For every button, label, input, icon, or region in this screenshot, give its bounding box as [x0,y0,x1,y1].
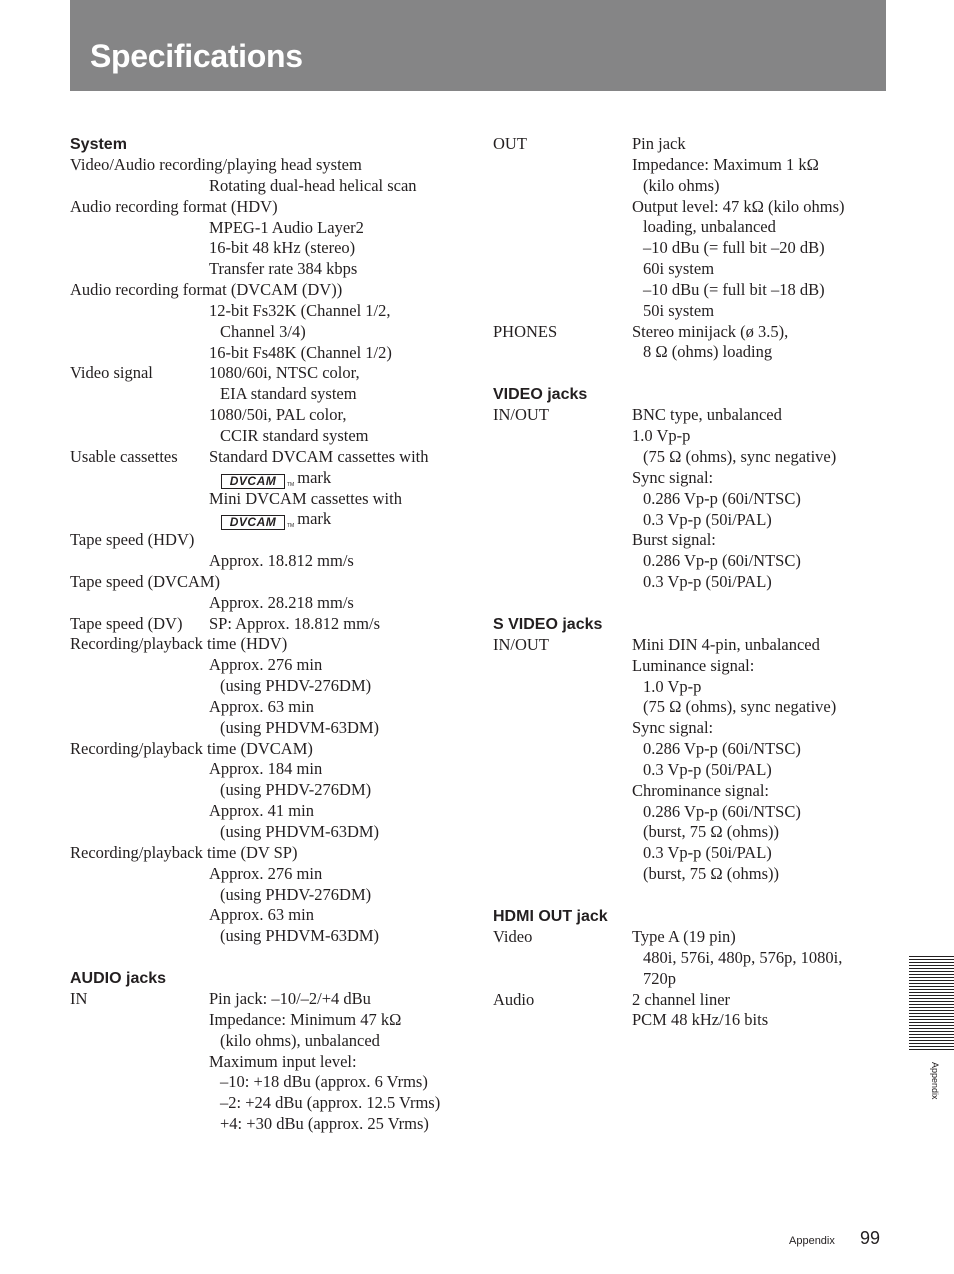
spec-label: Audio recording format (HDV) [70,196,278,216]
spec-row-tape-dvcam [70,572,470,593]
footer-section: Appendix [789,1235,835,1247]
spec-value: 12-bit Fs32K (Channel 1/2, [209,300,391,320]
spec-value: Pin jack [632,134,686,153]
spec-value: 1.0 Vp-p [643,676,702,696]
spec-value: (kilo ohms), unbalanced [220,1030,380,1050]
spec-row-svideo-inout [493,635,873,656]
spec-value: (75 Ω (ohms), sync negative) [643,446,837,466]
spec-value: Pin jack: –10/–2/+4 dBu [209,989,371,1009]
spec-value: (using PHDVM-63DM) [220,717,380,737]
spec-row-rec-dvcam [70,739,470,760]
spec-value: SP: Approx. 18.812 mm/s [209,613,380,633]
left-column [70,134,470,1135]
spec-value: 1080/60i, NTSC color, [209,363,360,383]
spec-value: (burst, 75 Ω (ohms)) [643,864,779,884]
spec-value: Approx. 276 min [209,863,323,883]
trademark-mark: TM [287,523,295,530]
spec-row-audio-in [70,989,470,1010]
spec-value: (using PHDVM-63DM) [220,822,380,841]
spec-value: (using PHDV-276DM) [220,676,372,696]
spec-value: EIA standard system [220,384,357,404]
spec-row-rec-dvsp [70,843,470,864]
spec-label: Tape speed (DV) [70,613,183,633]
spec-value: Sync signal: [632,718,714,738]
spec-value: Impedance: Minimum 47 kΩ [209,1009,402,1029]
right-column [493,134,873,1031]
spec-value: CCIR standard system [220,425,369,445]
spec-row-head-system [70,155,470,176]
spec-label: IN/OUT [493,405,549,425]
spec-value: Chrominance signal: [632,780,770,800]
section-tab-label: Appendix [930,1062,940,1100]
title-banner [70,0,886,91]
trademark-mark: TM [287,481,295,488]
spec-value: Approx. 184 min [209,759,323,779]
mark-text: mark [297,509,332,529]
spec-row-video-inout [493,405,873,426]
spec-row-hdmi-audio [493,990,873,1011]
spec-value: (75 Ω (ohms), sync negative) [643,697,837,717]
spec-label: Video/Audio recording/playing head system [70,155,362,174]
spec-label: Recording/playback time (HDV) [70,634,288,654]
spec-value: –2: +24 dBu (approx. 12.5 Vrms) [220,1093,441,1113]
spec-row-audio-hdv [70,197,470,218]
spec-value: Impedance: Maximum 1 kΩ [632,154,819,174]
spec-label: Audio [493,989,535,1009]
spec-label: Recording/playback time (DV SP) [70,842,298,862]
spec-label: Recording/playback time (DVCAM) [70,738,313,758]
spec-value: 16-bit 48 kHz (stereo) [209,238,356,258]
spec-value: 0.3 Vp-p (50i/PAL) [643,759,772,779]
spec-value: Maximum input level: [209,1051,357,1071]
spec-value: MPEG-1 Audio Layer2 [209,217,364,237]
spec-row-hdmi-video [493,927,873,948]
spec-value: 2 channel liner [632,989,731,1009]
mark-text: mark [297,467,332,487]
spec-row-rec-hdv [70,634,470,655]
spec-value: 0.286 Vp-p (60i/NTSC) [643,551,801,571]
section-heading-video-jacks: VIDEO jacks [493,386,588,404]
spec-value: Channel 3/4) [220,321,306,341]
spec-value: 480i, 576i, 480p, 576p, 1080i, [643,947,843,967]
spec-value: Approx. 63 min [209,905,314,925]
spec-value: 1080/50i, PAL color, [209,405,347,425]
section-heading-audio-jacks: AUDIO jacks [70,970,167,988]
spec-value: Luminance signal: [632,655,755,675]
spec-row-audio-dvcam [70,280,470,301]
spec-value: Transfer rate 384 kbps [209,259,358,279]
spec-value: 0.286 Vp-p (60i/NTSC) [643,488,801,508]
spec-row-video-signal [70,363,470,384]
spec-label: Tape speed (DVCAM) [70,571,221,591]
spec-value: Approx. 41 min [209,801,314,821]
spec-value: (using PHDV-276DM) [220,780,372,800]
spec-value: +4: +30 dBu (approx. 25 Vrms) [220,1114,429,1134]
spec-value: Approx. 63 min [209,696,314,716]
spec-value: –10 dBu (= full bit –18 dB) [643,279,825,299]
spec-value: Mini DIN 4-pin, unbalanced [632,634,820,654]
spec-value: (kilo ohms) [643,175,720,195]
spec-value: Sync signal: [632,467,714,487]
spec-value: Approx. 18.812 mm/s [209,551,354,571]
spec-label: Usable cassettes [70,446,178,466]
spec-row-tape-dv [70,614,470,635]
page-title: Specifications [90,38,303,74]
spec-value: –10 dBu (= full bit –20 dB) [643,238,825,258]
spec-value: (burst, 75 Ω (ohms)) [643,822,779,842]
spec-value: Rotating dual-head helical scan [209,175,417,195]
spec-label: PHONES [493,321,558,341]
spec-value: Type A (19 pin) [632,927,736,946]
spec-value: 1.0 Vp-p [632,426,691,446]
spec-value: –10: +18 dBu (approx. 6 Vrms) [220,1072,428,1092]
spec-value: Standard DVCAM cassettes with [209,446,429,466]
spec-value: 0.3 Vp-p (50i/PAL) [643,843,772,863]
spec-value: (using PHDV-276DM) [220,884,372,904]
spec-label: Audio recording format (DVCAM (DV)) [70,280,343,300]
section-heading-svideo-jacks: S VIDEO jacks [493,615,603,633]
spec-value: 50i system [643,300,715,320]
spec-value: Burst signal: [632,530,716,550]
spec-value: 16-bit Fs48K (Channel 1/2) [209,342,392,362]
spec-value: Approx. 28.218 mm/s [209,592,354,612]
spec-value: 8 Ω (ohms) loading [643,342,773,362]
section-heading-hdmi: HDMI OUT jack [493,908,608,925]
spec-value: 0.286 Vp-p (60i/NTSC) [643,739,801,759]
spec-row-phones [493,322,873,343]
spec-value: Mini DVCAM cassettes with [209,488,402,508]
spec-value: loading, unbalanced [643,217,776,237]
spec-row-tape-hdv [70,530,470,551]
spec-label: OUT [493,134,527,153]
spec-value: PCM 48 kHz/16 bits [632,1010,769,1030]
spec-row-audio-out [493,134,873,155]
spec-value: Stereo minijack (ø 3.5), [632,321,789,341]
section-tab-stripes [909,956,954,1050]
section-heading-system: System [70,136,127,153]
dvcam-logo: DVCAM [221,515,285,530]
spec-value: 0.3 Vp-p (50i/PAL) [643,509,772,529]
spec-value: 0.286 Vp-p (60i/NTSC) [643,801,801,821]
spec-value: BNC type, unbalanced [632,405,782,425]
page-number: 99 [860,1228,881,1248]
spec-value: 60i system [643,259,715,279]
spec-label: IN/OUT [493,634,549,654]
spec-label: IN [70,989,88,1009]
spec-value: 720p [643,968,676,988]
spec-value: (using PHDVM-63DM) [220,926,380,946]
spec-row-cassettes [70,447,470,468]
spec-label: Video signal [70,363,153,383]
spec-value: Output level: 47 kΩ (kilo ohms) [632,196,845,216]
spec-label: Video [493,927,533,946]
spec-value: 0.3 Vp-p (50i/PAL) [643,572,772,592]
spec-value: Approx. 276 min [209,655,323,675]
dvcam-logo: DVCAM [221,474,285,489]
spec-label: Tape speed (HDV) [70,530,195,550]
